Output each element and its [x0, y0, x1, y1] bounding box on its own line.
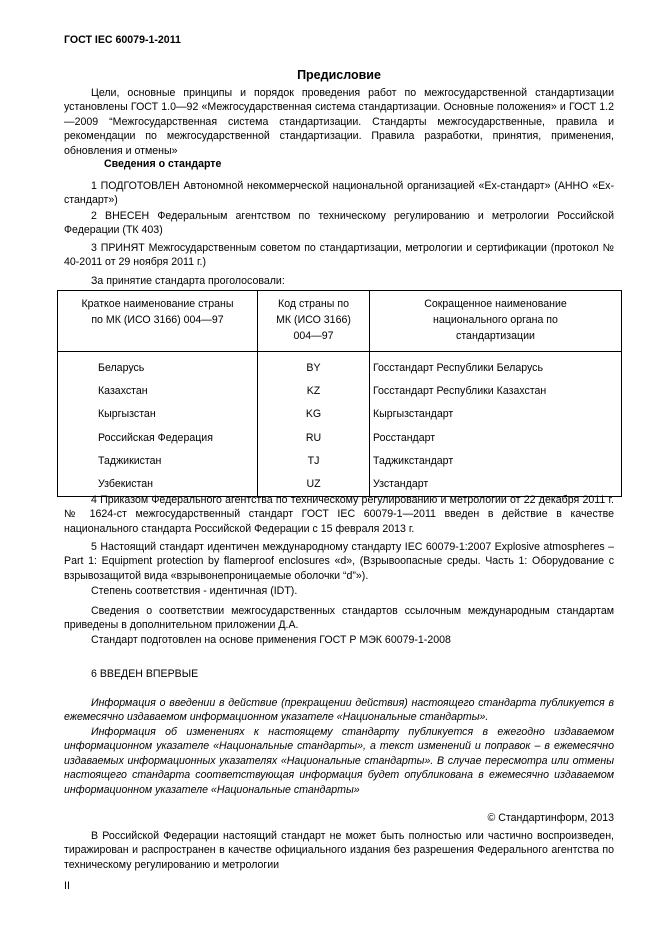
body-cell: Госстандарт Республики Беларусь — [370, 352, 622, 380]
body-cell: Таджикстандарт — [370, 449, 622, 472]
intro-paragraph: Цели, основные принципы и порядок проведения работ по межгосударственной стандартизации установлены ГОСТ 1.0—92 «Межгосударственная система стандартизации. Основные положения» и ГОСТ 1.2—2009 “Межгосударственная система стандартизации. Стандарты межгосударственные, правила и рекомендации по межгосударственной стандартизации. Правила разработки, принятия, применения, обновления и отмены» — [64, 87, 614, 157]
body-cell: Росстандарт — [370, 426, 622, 449]
page-title: Предисловие — [297, 68, 381, 82]
country-cell: Таджикистан — [58, 449, 258, 472]
country-cell: Казахстан — [58, 379, 258, 402]
prepared-basis: Стандарт подготовлен на основе применения ГОСТ Р МЭК 60079-1-2008 — [91, 634, 451, 646]
conformity-degree: Степень соответствия - идентичная (IDT). — [91, 585, 298, 597]
references-note: Сведения о соответствии межгосударственных стандартов ссылочным международным стандартам приведены в дополнительном приложении Д.А. — [64, 605, 614, 632]
copyright: © Стандартинформ, 2013 — [487, 812, 614, 824]
notice-changes: Информация об изменениях к настоящему стандарту публикуется в ежегодно издаваемом информационном указателе «Национальные стандарты», а текст изменений и поправок – в ежемесячно издаваемых информационных указателях «Национальные стандарты». В случае пересмотра или отмены настоящего стандарта соответствующая информация будет опубликована в ежемесячно издаваемом информационном указателе «Национальные стандарты» — [64, 726, 614, 796]
code-cell: UZ — [258, 472, 370, 496]
code-cell: KZ — [258, 379, 370, 402]
code-cell: TJ — [258, 449, 370, 472]
standard-id: ГОСТ IEC 60079-1-2011 — [64, 34, 181, 46]
item-6-first-introduced: 6 ВВЕДЕН ВПЕРВЫЕ — [91, 668, 199, 680]
header-national-body: Сокращенное наименование национального органа по стандартизации — [370, 291, 622, 352]
header-country-code: Код страны по МК (ИСО 3166) 004—97 — [258, 291, 370, 352]
code-cell: BY — [258, 352, 370, 380]
body-cell: Узстандарт — [370, 472, 622, 496]
body-cell: Кыргызстандарт — [370, 403, 622, 426]
table-row — [58, 352, 622, 380]
item-3-adopted: 3 ПРИНЯТ Межгосударственным советом по стандартизации, метрологии и сертификации (протокол № 40-2011 от 29 ноября 2011 г.) — [64, 242, 614, 269]
item-5-identical: 5 Настоящий стандарт идентичен международному стандарту IEC 60079-1:2007 Explosive atmospheres – Part 1: Equipment protection by flameproof enclosures «d», (Взрывоопасные среды. Часть 1: Оборудование с взрывозащитой вида «взрывонепроницаемые оболочки “d”»). — [64, 541, 614, 582]
voting-countries-table — [57, 290, 622, 497]
table-row — [58, 403, 622, 426]
country-cell: Узбекистан — [58, 472, 258, 496]
code-cell: RU — [258, 426, 370, 449]
header-country-name: Краткое наименование страны по МК (ИСО 3166) 004—97 — [58, 291, 258, 352]
country-cell: Российская Федерация — [58, 426, 258, 449]
body-cell: Госстандарт Республики Казахстан — [370, 379, 622, 402]
table-header-row — [58, 291, 622, 352]
item-1-prepared: 1 ПОДГОТОВЛЕН Автономной некоммерческой национальной организацией «Ех-стандарт» (АННО «Ех-стандарт») — [64, 180, 614, 207]
code-cell: KG — [258, 403, 370, 426]
page-number: II — [64, 880, 70, 892]
vote-intro: За принятие стандарта проголосовали: — [91, 275, 285, 287]
country-cell: Беларусь — [58, 352, 258, 380]
table-row — [58, 449, 622, 472]
table-row — [58, 379, 622, 402]
notice-introduction: Информация о введении в действие (прекращении действия) настоящего стандарта публикуется в ежемесячно издаваемом информационном указателе «Национальные стандарты». — [64, 697, 614, 724]
country-cell: Кыргызстан — [58, 403, 258, 426]
table-row — [58, 426, 622, 449]
item-4-order: 4 Приказом Федерального агентства по техническому регулированию и метрологии от 22 декабря 2011 г. № 1624-ст межгосударственный стандарт ГОСТ IEC 60079-1—2011 введен в действие в качестве национального стандарта Российской Федерации с 15 февраля 2013 г. — [64, 494, 614, 535]
item-2-submitted: 2 ВНЕСЕН Федеральным агентством по техническому регулированию и метрологии Российской Федерации (ТК 403) — [64, 210, 614, 237]
about-heading: Сведения о стандарте — [104, 158, 222, 170]
reproduction-notice: В Российской Федерации настоящий стандарт не может быть полностью или частично воспроизведен, тиражирован и распространен в качестве официального издания без разрешения Федерального агентства по техническому регулированию и метрологии — [64, 830, 614, 871]
